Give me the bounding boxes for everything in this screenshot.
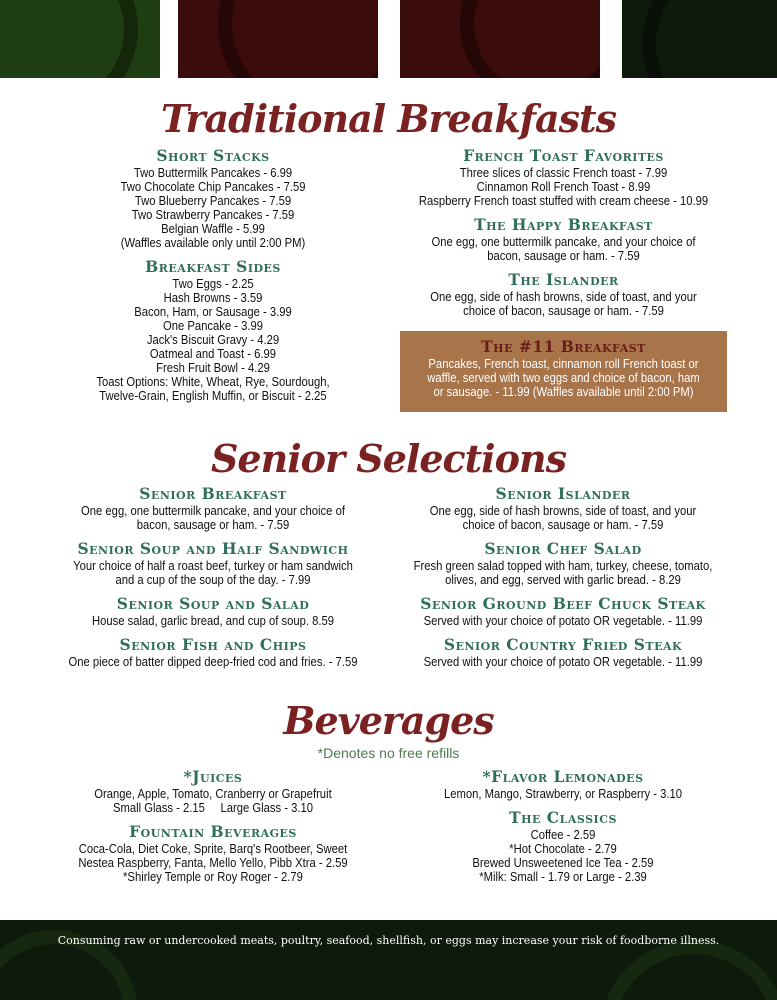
menu-line: bacon, sausage or ham. - 7.59	[136, 518, 290, 532]
menu-line: waffle, served with two eggs and choice of bacon, ham	[427, 371, 700, 385]
menu-line: Raspberry French toast stuffed with cream cheese - 10.99	[418, 194, 709, 208]
senior-fish-chips-block	[40, 635, 386, 669]
menu-line: Served with your choice of potato OR vegetable. - 11.99	[423, 655, 703, 669]
happy-breakfast-heading: The Happy Breakfast	[474, 215, 653, 234]
menu-line: Orange, Apple, Tomato, Cranberry or Grapefruit	[94, 787, 332, 801]
top-banner	[0, 0, 777, 78]
senior-soup-sandwich-heading: Senior Soup and Half Sandwich	[77, 539, 349, 558]
menu-line: *Milk: Small - 1.79 or Large - 2.39	[479, 870, 647, 884]
short-stacks-heading: Short Stacks	[156, 146, 270, 165]
no-refills-note: *Denotes no free refills	[317, 745, 460, 761]
menu-line: *Shirley Temple or Roy Roger - 2.79	[123, 870, 303, 884]
menu-line: choice of bacon, sausage or ham. - 7.59	[463, 304, 664, 318]
right-column-beverages	[410, 767, 716, 891]
menu-line: Belgian Waffle - 5.99	[161, 222, 265, 236]
menu-line: Two Chocolate Chip Pancakes - 7.59	[120, 180, 306, 194]
menu-line: (Waffles available only until 2:00 PM)	[120, 236, 306, 250]
menu-line: Oatmeal and Toast - 6.99	[149, 347, 277, 361]
menu-line: Pancakes, French toast, cinnamon roll French toast or	[428, 357, 699, 371]
menu-line: House salad, garlic bread, and cup of soup. 8.59	[91, 614, 335, 628]
menu-line: choice of bacon, sausage or ham. - 7.59	[462, 518, 664, 532]
senior-fried-steak-heading: Senior Country Fried Steak	[443, 635, 683, 654]
menu-line: Toast Options: White, Wheat, Rye, Sourdough,	[96, 375, 330, 389]
right-column-breakfast	[400, 146, 727, 325]
section-title-traditional: Traditional Breakfasts	[161, 96, 616, 141]
menu-line: One egg, side of hash browns, side of toast, and your	[429, 504, 697, 518]
menu-line: Fresh Fruit Bowl - 4.29	[156, 361, 270, 375]
senior-soup-salad-block	[40, 594, 386, 628]
classics-heading: The Classics	[509, 808, 617, 827]
menu-line: and a cup of the soup of the day. - 7.99	[115, 573, 311, 587]
featured-number-11-box	[400, 331, 727, 412]
menu-line: One egg, one buttermilk pancake, and your choice of	[81, 504, 345, 518]
menu-line: One Pancake - 3.99	[162, 319, 264, 333]
short-stacks-block	[70, 146, 356, 250]
menu-line: Cinnamon Roll French Toast - 8.99	[476, 180, 651, 194]
senior-chef-salad-block	[396, 539, 730, 587]
menu-line: olives, and egg, served with garlic bread. - 8.29	[445, 573, 681, 587]
menu-line: Your choice of half a roast beef, turkey or ham sandwich	[73, 559, 353, 573]
number-11-heading: The #11 Breakfast	[481, 337, 646, 356]
right-column-senior	[396, 484, 730, 676]
senior-islander-block	[396, 484, 730, 532]
menu-line: Small Glass - 2.15 Large Glass - 3.10	[112, 801, 314, 815]
menu-line: Bacon, Ham, or Sausage - 3.99	[134, 305, 292, 319]
menu-line: Two Buttermilk Pancakes - 6.99	[133, 166, 293, 180]
menu-line: One egg, side of hash browns, side of toast, and your	[430, 290, 697, 304]
food-safety-disclaimer: Consuming raw or undercooked meats, poultry, seafood, shellfish, or eggs may increase your risk of foodborne illness.	[57, 934, 720, 947]
islander-block	[400, 270, 727, 318]
section-title-beverages: Beverages	[283, 698, 494, 743]
senior-breakfast-block	[40, 484, 386, 532]
menu-line: Jack's Biscuit Gravy - 4.29	[146, 333, 280, 347]
french-toast-block	[400, 146, 727, 208]
menu-line: bacon, sausage or ham. - 7.59	[487, 249, 640, 263]
menu-line: Two Blueberry Pancakes - 7.59	[134, 194, 292, 208]
senior-breakfast-heading: Senior Breakfast	[139, 484, 287, 503]
menu-line: Coca-Cola, Diet Coke, Sprite, Barq's Rootbeer, Sweet	[78, 842, 348, 856]
menu-line: Hash Browns - 3.59	[163, 291, 263, 305]
menu-line: or sausage. - 11.99 (Waffles available until 2:00 PM)	[433, 385, 694, 399]
senior-chuck-steak-block	[396, 594, 730, 628]
classics-block	[410, 808, 716, 884]
senior-chef-salad-heading: Senior Chef Salad	[484, 539, 642, 558]
senior-soup-sandwich-block	[40, 539, 386, 587]
islander-heading: The Islander	[508, 270, 619, 289]
banner-tile-green	[0, 0, 160, 78]
left-column-breakfast	[70, 146, 356, 410]
menu-line: Two Eggs - 2.25	[172, 277, 254, 291]
senior-chuck-steak-heading: Senior Ground Beef Chuck Steak	[420, 594, 706, 613]
footer-banner	[0, 920, 777, 1000]
fountain-block	[56, 822, 370, 884]
french-toast-heading: French Toast Favorites	[463, 146, 664, 165]
menu-line: *Hot Chocolate - 2.79	[509, 842, 617, 856]
left-column-senior	[40, 484, 386, 676]
happy-breakfast-block	[400, 215, 727, 263]
senior-soup-salad-heading: Senior Soup and Salad	[116, 594, 310, 613]
juices-heading: *Juices	[183, 767, 243, 786]
section-title-senior: Senior Selections	[210, 436, 566, 481]
menu-line: Brewed Unsweetened Ice Tea - 2.59	[472, 856, 654, 870]
menu-line: Twelve-Grain, English Muffin, or Biscuit - 2.25	[99, 389, 327, 403]
menu-line: One egg, one buttermilk pancake, and your choice of	[431, 235, 696, 249]
menu-line: Coffee - 2.59	[530, 828, 596, 842]
menu-line: Three slices of classic French toast - 7.99	[459, 166, 668, 180]
menu-line: One piece of batter dipped deep-fried cod and fries. - 7.59	[68, 655, 358, 669]
banner-tile-dark	[622, 0, 777, 78]
menu-line: Served with your choice of potato OR vegetable. - 11.99	[423, 614, 703, 628]
menu-line: Fresh green salad topped with ham, turkey, cheese, tomato,	[413, 559, 713, 573]
left-column-beverages	[56, 767, 370, 891]
senior-islander-heading: Senior Islander	[495, 484, 631, 503]
senior-fish-chips-heading: Senior Fish and Chips	[119, 635, 307, 654]
breakfast-sides-block	[70, 257, 356, 403]
juices-block	[56, 767, 370, 815]
senior-fried-steak-block	[396, 635, 730, 669]
menu-line: Two Strawberry Pancakes - 7.59	[131, 208, 295, 222]
lemonades-block	[410, 767, 716, 801]
banner-tile-red-left	[178, 0, 378, 78]
banner-tile-red-right	[400, 0, 600, 78]
fountain-heading: Fountain Beverages	[129, 822, 297, 841]
breakfast-sides-heading: Breakfast Sides	[145, 257, 281, 276]
menu-line: Nestea Raspberry, Fanta, Mello Yello, Pibb Xtra - 2.59	[78, 856, 348, 870]
menu-line: Lemon, Mango, Strawberry, or Raspberry - 3.10	[443, 787, 683, 801]
lemonades-heading: *Flavor Lemonades	[482, 767, 644, 786]
